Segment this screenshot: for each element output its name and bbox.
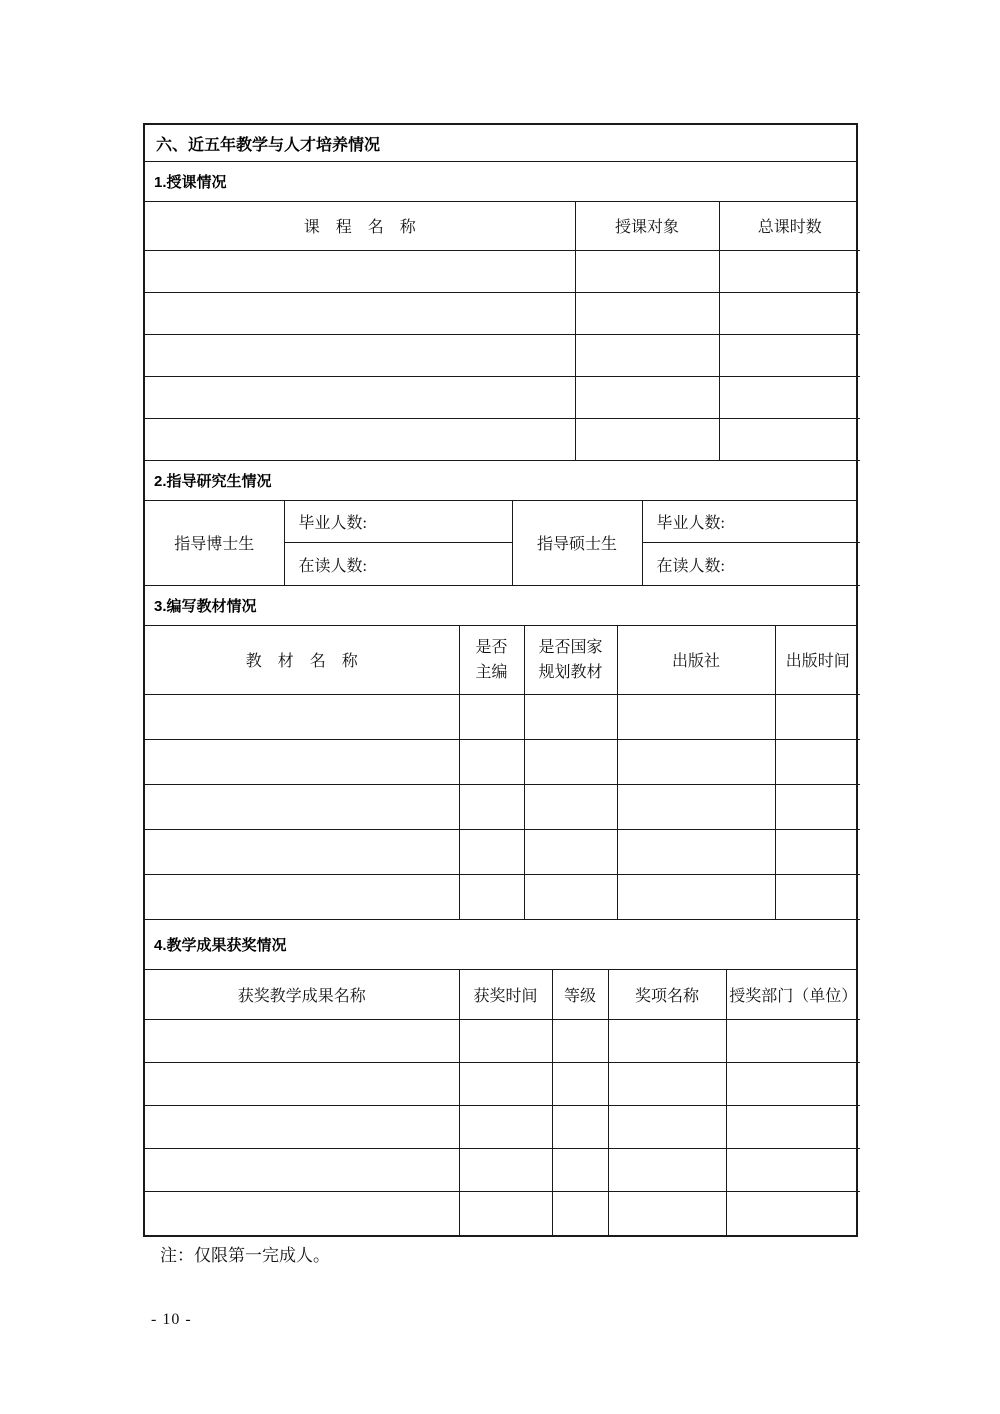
graduate-row-top bbox=[145, 501, 860, 543]
subsection-textbooks-label: 3.编写教材情况 bbox=[145, 586, 856, 626]
achievement-name-cell bbox=[145, 1020, 459, 1063]
teaching-header-row bbox=[145, 202, 860, 250]
audience-cell bbox=[575, 418, 719, 460]
chief-editor-header bbox=[459, 626, 524, 694]
doctoral-supervision-label: 指导博士生 bbox=[145, 501, 284, 586]
award-achievement-name-header: 获奖教学成果名称 bbox=[145, 970, 459, 1020]
publish-date-cell bbox=[775, 829, 860, 874]
doctoral-enrolled-field: 在读人数: bbox=[284, 543, 512, 586]
doctoral-graduated-field: 毕业人数: bbox=[284, 501, 512, 543]
course-name-cell bbox=[145, 418, 575, 460]
chief-editor-header-line2: 主编 bbox=[475, 663, 508, 681]
chief-editor-cell bbox=[459, 694, 524, 739]
publish-date-cell bbox=[775, 784, 860, 829]
achievement-name-cell bbox=[145, 1149, 459, 1192]
national-plan-cell bbox=[524, 874, 617, 919]
chief-editor-header-line1: 是否 bbox=[475, 638, 508, 656]
national-plan-header bbox=[524, 626, 617, 694]
course-name-cell bbox=[145, 334, 575, 376]
textbook-name-cell bbox=[145, 874, 459, 919]
subsection-graduate-label: 2.指导研究生情况 bbox=[145, 461, 856, 501]
publisher-cell bbox=[617, 874, 775, 919]
textbook-name-cell bbox=[145, 694, 459, 739]
awards-table bbox=[145, 970, 860, 1235]
course-name-header: 课 程 名 称 bbox=[145, 202, 575, 250]
award-time-cell bbox=[459, 1106, 552, 1149]
textbook-name-header: 教 材 名 称 bbox=[145, 626, 459, 694]
publish-date-cell bbox=[775, 694, 860, 739]
textbook-name-cell bbox=[145, 784, 459, 829]
chief-editor-cell bbox=[459, 829, 524, 874]
total-hours-header: 总课时数 bbox=[719, 202, 860, 250]
awards-header-row bbox=[145, 970, 860, 1020]
teaching-empty-row bbox=[145, 334, 860, 376]
textbooks-empty-row bbox=[145, 739, 860, 784]
teaching-empty-row bbox=[145, 250, 860, 292]
award-department-cell bbox=[726, 1063, 860, 1106]
chief-editor-cell bbox=[459, 784, 524, 829]
award-name-cell bbox=[608, 1106, 726, 1149]
textbooks-empty-row bbox=[145, 874, 860, 919]
course-name-cell bbox=[145, 250, 575, 292]
award-level-cell bbox=[552, 1106, 608, 1149]
textbook-name-cell bbox=[145, 829, 459, 874]
national-plan-cell bbox=[524, 784, 617, 829]
publisher-cell bbox=[617, 739, 775, 784]
award-name-header: 奖项名称 bbox=[608, 970, 726, 1020]
teaching-empty-row bbox=[145, 376, 860, 418]
national-plan-cell bbox=[524, 829, 617, 874]
national-plan-header-line1: 是否国家 bbox=[538, 638, 603, 656]
teaching-empty-row bbox=[145, 418, 860, 460]
hours-cell bbox=[719, 292, 860, 334]
publisher-cell bbox=[617, 829, 775, 874]
award-department-cell bbox=[726, 1192, 860, 1235]
textbook-name-cell bbox=[145, 739, 459, 784]
award-department-header: 授奖部门（单位） bbox=[726, 970, 860, 1020]
achievement-name-cell bbox=[145, 1192, 459, 1235]
award-level-cell bbox=[552, 1192, 608, 1235]
teaching-empty-row bbox=[145, 292, 860, 334]
hours-cell bbox=[719, 250, 860, 292]
awards-empty-row bbox=[145, 1149, 860, 1192]
master-enrolled-field: 在读人数: bbox=[642, 543, 860, 586]
subsection-teaching-label: 1.授课情况 bbox=[145, 162, 856, 202]
course-name-cell bbox=[145, 292, 575, 334]
textbooks-header-row bbox=[145, 626, 860, 694]
publisher-cell bbox=[617, 694, 775, 739]
teaching-audience-header: 授课对象 bbox=[575, 202, 719, 250]
textbooks-empty-row bbox=[145, 694, 860, 739]
teaching-table bbox=[145, 202, 860, 461]
national-plan-cell bbox=[524, 694, 617, 739]
national-plan-header-line2: 规划教材 bbox=[538, 663, 603, 681]
course-name-cell bbox=[145, 376, 575, 418]
award-level-cell bbox=[552, 1063, 608, 1106]
award-department-cell bbox=[726, 1020, 860, 1063]
awards-empty-row bbox=[145, 1020, 860, 1063]
national-plan-cell bbox=[524, 739, 617, 784]
textbooks-table bbox=[145, 626, 860, 920]
awards-empty-row bbox=[145, 1063, 860, 1106]
award-name-cell bbox=[608, 1149, 726, 1192]
publisher-header: 出版社 bbox=[617, 626, 775, 694]
audience-cell bbox=[575, 334, 719, 376]
publish-date-cell bbox=[775, 739, 860, 784]
award-level-cell bbox=[552, 1020, 608, 1063]
awards-empty-row bbox=[145, 1106, 860, 1149]
publisher-cell bbox=[617, 784, 775, 829]
hours-cell bbox=[719, 418, 860, 460]
footnote: 注：仅限第一完成人。 bbox=[160, 1246, 330, 1265]
award-time-cell bbox=[459, 1063, 552, 1106]
award-name-cell bbox=[608, 1192, 726, 1235]
award-level-cell bbox=[552, 1149, 608, 1192]
award-time-cell bbox=[459, 1192, 552, 1235]
graduate-supervision-table bbox=[145, 501, 860, 587]
audience-cell bbox=[575, 250, 719, 292]
achievement-name-cell bbox=[145, 1106, 459, 1149]
textbooks-empty-row bbox=[145, 784, 860, 829]
award-department-cell bbox=[726, 1106, 860, 1149]
award-time-cell bbox=[459, 1149, 552, 1192]
awards-empty-row bbox=[145, 1192, 860, 1235]
audience-cell bbox=[575, 376, 719, 418]
award-name-cell bbox=[608, 1063, 726, 1106]
section-title: 六、近五年教学与人才培养情况 bbox=[145, 125, 856, 162]
master-graduated-field: 毕业人数: bbox=[642, 501, 860, 543]
page-number: - 10 - bbox=[151, 1311, 192, 1328]
audience-cell bbox=[575, 292, 719, 334]
chief-editor-cell bbox=[459, 739, 524, 784]
textbooks-empty-row bbox=[145, 829, 860, 874]
master-supervision-label: 指导硕士生 bbox=[512, 501, 642, 586]
hours-cell bbox=[719, 334, 860, 376]
subsection-awards-label: 4.教学成果获奖情况 bbox=[145, 920, 856, 970]
chief-editor-cell bbox=[459, 874, 524, 919]
award-time-header: 获奖时间 bbox=[459, 970, 552, 1020]
publish-date-header: 出版时间 bbox=[775, 626, 860, 694]
hours-cell bbox=[719, 376, 860, 418]
teaching-form-table bbox=[143, 123, 858, 1237]
publish-date-cell bbox=[775, 874, 860, 919]
award-level-header: 等级 bbox=[552, 970, 608, 1020]
award-name-cell bbox=[608, 1020, 726, 1063]
achievement-name-cell bbox=[145, 1063, 459, 1106]
award-department-cell bbox=[726, 1149, 860, 1192]
award-time-cell bbox=[459, 1020, 552, 1063]
